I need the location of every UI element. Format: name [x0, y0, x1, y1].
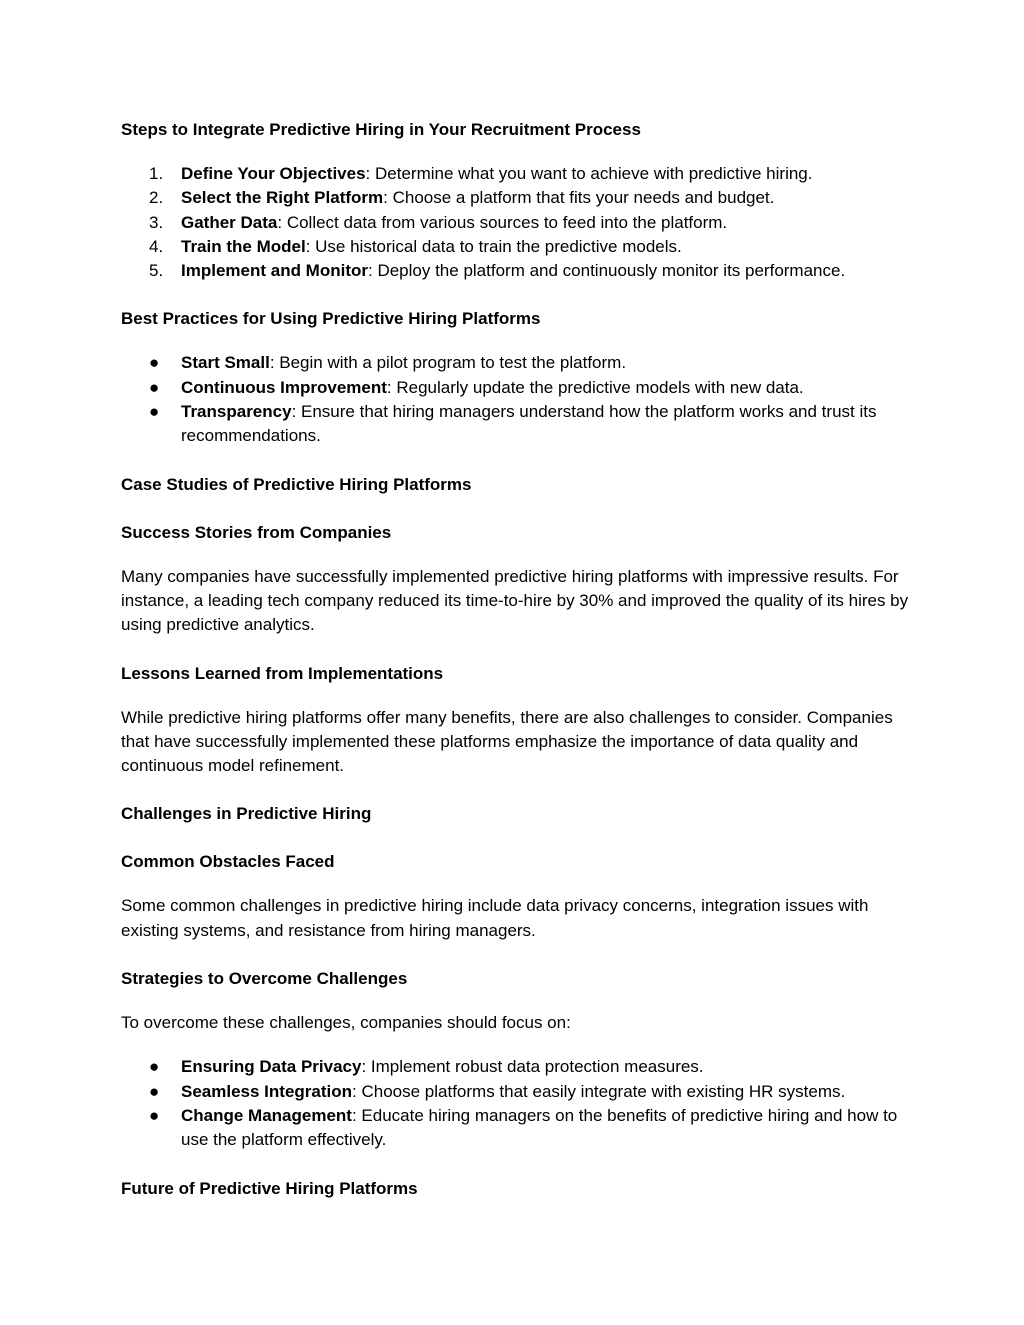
- list-item: [121, 1104, 911, 1153]
- list-item-term: Train the Model: [181, 236, 306, 256]
- list-item-text: : Deploy the platform and continuously monitor its performance.: [368, 261, 846, 281]
- bullet-list-strategies: [121, 1055, 911, 1152]
- list-item-term: Continuous Improvement: [181, 377, 387, 397]
- bullet-icon: ●: [149, 1081, 160, 1101]
- list-item-text: : Ensure that hiring managers understand how the platform works and trust its recommendations.: [181, 402, 877, 446]
- paragraph-obstacles: Some common challenges in predictive hiring include data privacy concerns, integration issues with existing systems, and resistance from hiring managers.: [121, 896, 869, 940]
- paragraph-success-stories: Many companies have successfully implemented predictive hiring platforms with impressive results. For instance, a leading tech company reduced its time-to-hire by 30% and improved the quality of its hires by using predictive analytics.: [121, 566, 909, 635]
- list-item-text: : Choose a platform that fits your needs and budget.: [383, 188, 775, 208]
- list-number: 5.: [149, 261, 164, 281]
- list-item: [121, 211, 911, 235]
- list-item-term: Define Your Objectives: [181, 164, 366, 183]
- paragraph-strategies: To overcome these challenges, companies should focus on:: [121, 1013, 571, 1033]
- list-item-text: : Collect data from various sources to feed into the platform.: [277, 212, 728, 232]
- list-item: [121, 400, 911, 449]
- list-item: [121, 162, 911, 186]
- bullet-icon: ●: [149, 353, 160, 373]
- subsection-heading-obstacles: Common Obstacles Faced: [121, 852, 335, 872]
- list-number: 1.: [149, 164, 164, 183]
- subsection-heading-lessons: Lessons Learned from Implementations: [121, 663, 444, 683]
- list-item: [121, 351, 911, 375]
- list-item-term: Seamless Integration: [181, 1081, 353, 1101]
- list-item: [121, 235, 911, 259]
- bullet-icon: ●: [149, 377, 160, 397]
- list-item: [121, 376, 911, 400]
- list-item-term: Implement and Monitor: [181, 261, 368, 281]
- list-item: [121, 259, 911, 283]
- list-item: [121, 186, 911, 210]
- document-page: [121, 118, 911, 1201]
- bullet-icon: ●: [149, 1057, 160, 1077]
- section-heading-best-practices: Best Practices for Using Predictive Hiring Platforms: [121, 309, 541, 329]
- list-item-term: Start Small: [181, 353, 270, 373]
- bullet-icon: ●: [149, 1105, 160, 1125]
- list-number: 2.: [149, 188, 164, 208]
- list-item-term: Transparency: [181, 402, 292, 422]
- list-item-term: Gather Data: [181, 212, 278, 232]
- subsection-heading-success-stories: Success Stories from Companies: [121, 522, 392, 542]
- list-item-text: : Begin with a pilot program to test the platform.: [269, 353, 627, 373]
- section-heading-steps: Steps to Integrate Predictive Hiring in Your Recruitment Process: [121, 120, 641, 139]
- list-item: [121, 1080, 911, 1104]
- list-item: [121, 1055, 911, 1079]
- list-item-text: : Educate hiring managers on the benefits of predictive hiring and how to use the platform effectively.: [181, 1105, 898, 1150]
- list-item-text: : Regularly update the predictive models with new data.: [386, 377, 804, 397]
- list-number: 4.: [149, 236, 164, 256]
- list-item-text: : Determine what you want to achieve with predictive hiring.: [365, 164, 813, 183]
- list-item-text: : Implement robust data protection measures.: [361, 1057, 704, 1077]
- list-item-term: Change Management: [181, 1105, 352, 1125]
- paragraph-lessons: While predictive hiring platforms offer many benefits, there are also challenges to consider. Companies that have successfully implemented these platforms emphasize the importance of data quality and continuous model refinement.: [121, 707, 893, 776]
- numbered-list-steps: [121, 162, 911, 283]
- bullet-list-best-practices: [121, 351, 911, 448]
- section-heading-case-studies: Case Studies of Predictive Hiring Platforms: [121, 474, 472, 494]
- subsection-heading-strategies: Strategies to Overcome Challenges: [121, 969, 408, 989]
- list-item-term: Ensuring Data Privacy: [181, 1057, 362, 1077]
- list-item-text: : Use historical data to train the predictive models.: [305, 236, 682, 256]
- list-item-text: : Choose platforms that easily integrate with existing HR systems.: [352, 1081, 846, 1101]
- bullet-icon: ●: [149, 402, 160, 422]
- list-number: 3.: [149, 212, 164, 232]
- section-heading-future: Future of Predictive Hiring Platforms: [121, 1178, 418, 1198]
- section-heading-challenges: Challenges in Predictive Hiring: [121, 804, 372, 824]
- list-item-term: Select the Right Platform: [181, 188, 384, 208]
